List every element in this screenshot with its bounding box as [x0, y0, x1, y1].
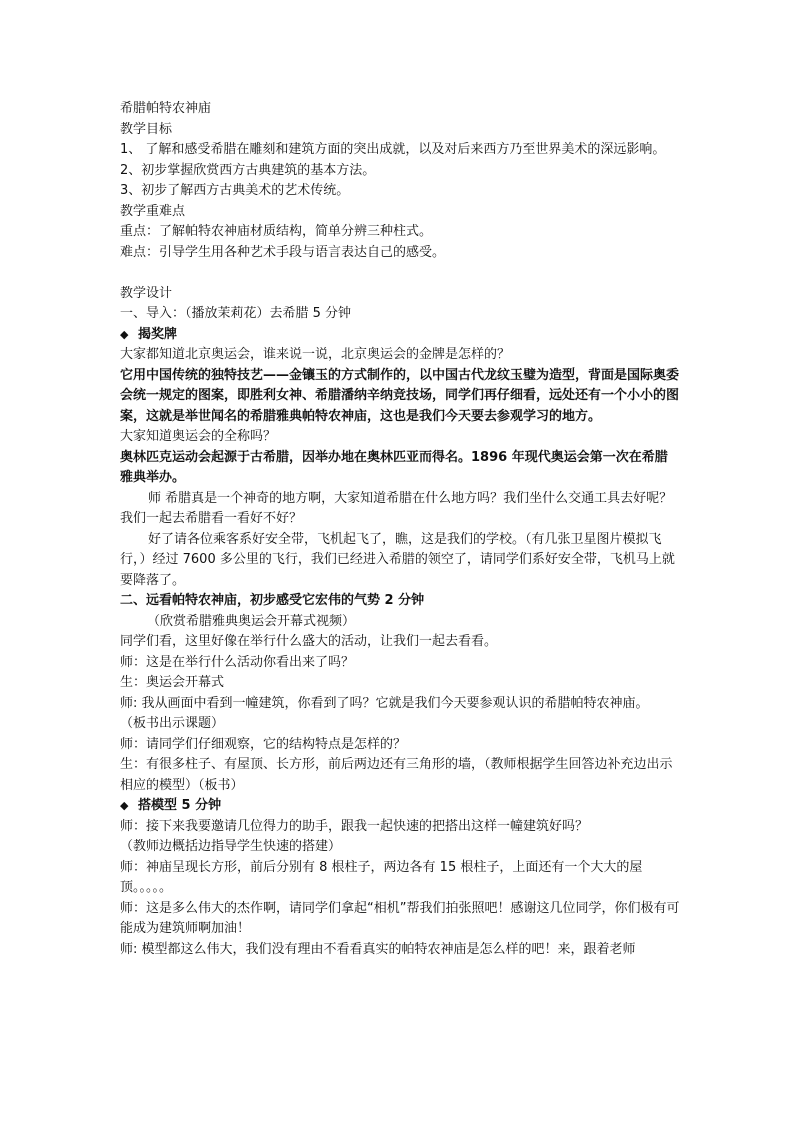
paragraph: 师：接下来我要邀请几位得力的助手，跟我一起快速的把搭出这样一幢建筑好吗？	[120, 818, 589, 834]
paragraph: 师：神庙呈现长方形，前后分别有 8 根柱子，两边各有 15 根柱子，上面还有一个大大的屋顶。。。。。	[120, 859, 643, 895]
paragraph: 同学们看，这里好像在举行什么盛大的活动，让我们一起去看看。	[120, 634, 498, 649]
paragraph: 生：有很多柱子、有屋顶、长方形，前后两边还有三角形的墙，（教师根据学生回答边补充边出示相应的模型）（板书）	[120, 757, 673, 793]
key-point: 重点：了解帕特农神庙材质结构，简单分辨三种柱式。	[120, 224, 433, 239]
paragraph: （板书出示课题）	[120, 716, 225, 731]
paragraph: 师：请同学们仔细观察，它的结构特点是怎样的？	[120, 736, 407, 752]
paragraph: 师: 我从画面中看到一幢建筑，你看到了吗？它就是我们今天要参观认识的希腊帕特农神庙。	[120, 695, 649, 711]
doc-title: 希腊帕特农神庙	[120, 101, 212, 116]
difficulty-point: 难点：引导学生用各种艺术手段与语言表达自己的感受。	[120, 244, 446, 260]
section1-heading: 一、导入：（播放茉莉花）去希腊 5 分钟	[120, 306, 352, 321]
bullet-label: 搭模型 5 分钟	[138, 798, 222, 813]
bullet-heading-model	[120, 796, 680, 817]
bold-paragraph: 它用中国传统的独特技艺——金镶玉的方式制作的，以中国古代龙纹玉璧为造型，背面是国际奥委会统一规定的图案，即胜利女神、希腊潘纳辛纳竞技场，同学们再仔细看，远处还有一个小小的图案，这就是举世闻名的希腊雅典帕特农神庙，这也是我们今天要去参观学习的地方。	[120, 367, 680, 424]
paragraph: 大家知道奥运会的全称吗？	[120, 429, 277, 444]
paragraph: 师: 模型都这么伟大，我们没有理由不看看真实的帕特农神庙是怎么样的吧！来，跟着老师	[120, 941, 636, 957]
key-points-heading: 教学重难点	[120, 203, 186, 219]
paragraph: 好了请各位乘客系好安全带，飞机起飞了，瞧，这是我们的学校。（有几张卫星图片模拟飞行，）经过 7600 多公里的飞行，我们已经进入希腊的领空了，请同学们系好安全带，飞机马上就要降落了。	[120, 531, 675, 588]
paragraph: 师：这是在举行什么活动你看出来了吗？	[120, 654, 355, 670]
diamond-bullet-icon: ◆	[120, 799, 129, 812]
document-body	[120, 99, 680, 960]
objective-item: 3、初步了解西方古典美术的艺术传统。	[120, 183, 350, 198]
paragraph: （教师边概括边指导学生快速的搭建）	[120, 839, 342, 854]
bullet-label: 揭奖牌	[138, 326, 178, 342]
paragraph: 生：奥运会开幕式	[120, 675, 225, 690]
diamond-bullet-icon: ◆	[120, 327, 129, 341]
objective-item: 2、初步掌握欣赏西方古典建筑的基本方法。	[120, 162, 376, 178]
bullet-heading-medal	[120, 325, 680, 346]
paragraph: 大家都知道北京奥运会，谁来说一说，北京奥运会的金牌是怎样的？	[120, 347, 511, 362]
paragraph: （欣赏希腊雅典奥运会开幕式视频）	[147, 613, 356, 629]
design-heading: 教学设计	[120, 285, 173, 301]
paragraph: 师：这是多么伟大的杰作啊，请同学们拿起“相机”帮我们拍张照吧！感谢这几位同学，你们极有可能成为建筑师啊加油！	[120, 900, 680, 936]
section2-heading: 二、远看帕特农神庙，初步感受它宏伟的气势 2 分钟	[120, 593, 425, 608]
bold-paragraph: 奥林匹克运动会起源于古希腊，因举办地在奥林匹亚而得名。1896 年现代奥运会第一次在希腊雅典举办。	[120, 449, 668, 485]
spacer	[120, 263, 680, 284]
objective-item: 1、 了解和感受希腊在雕刻和建筑方面的突出成就，以及对后来西方乃至世界美术的深远影响。	[120, 142, 666, 157]
paragraph: 师 希腊真是一个神奇的地方啊，大家知道希腊在什么地方吗？我们坐什么交通工具去好呢？我们一起去希腊看一看好不好？	[120, 490, 673, 526]
objectives-heading: 教学目标	[120, 121, 173, 137]
